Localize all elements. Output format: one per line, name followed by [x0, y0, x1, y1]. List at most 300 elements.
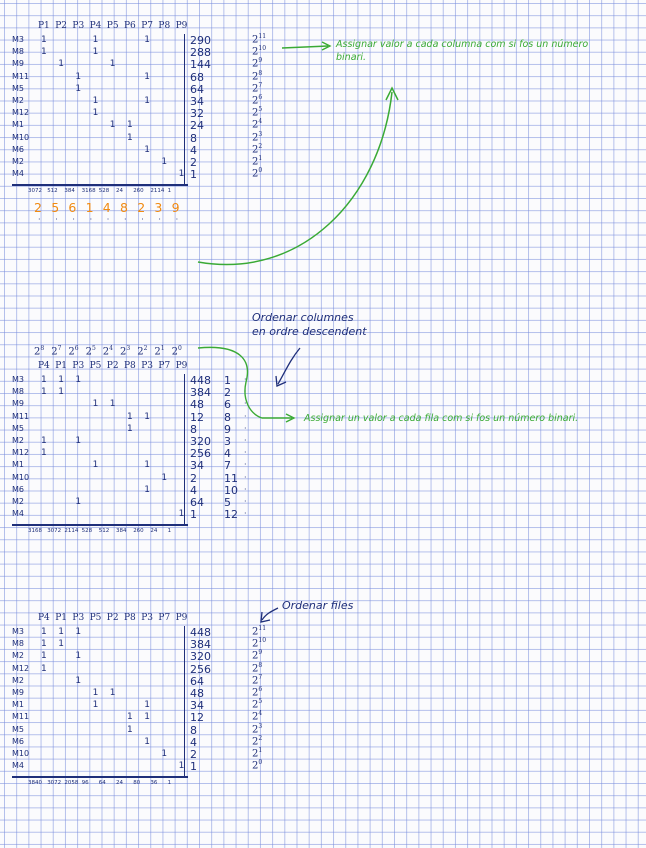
- cell-mark: 1: [178, 169, 185, 180]
- header-label: P5: [89, 361, 102, 371]
- row-label: M8: [12, 47, 24, 57]
- row-power: $2^9$: [252, 649, 263, 662]
- column-power: $2^7$: [51, 345, 62, 358]
- row-value: 256: [190, 447, 211, 461]
- row-label: M3: [12, 627, 24, 636]
- column-sum: 24: [116, 780, 123, 787]
- row-label: M3: [12, 35, 24, 44]
- row-label: M1: [12, 120, 24, 130]
- row-value: 1: [190, 508, 197, 522]
- column-order: 9: [171, 200, 180, 216]
- title-order-rows: Ordenar files: [282, 599, 354, 612]
- cell-mark: 1: [58, 639, 64, 650]
- power-exponent: 1: [160, 345, 165, 352]
- power-exponent: 2: [258, 142, 263, 150]
- row-power: $2^4$: [252, 118, 263, 131]
- row-power: $2^1$: [252, 155, 263, 168]
- power-exponent: 10: [258, 637, 267, 645]
- row-dot: ·: [244, 375, 247, 384]
- header-label: P8: [124, 613, 136, 623]
- row-value: 4: [190, 483, 197, 497]
- column-power: $2^2$: [137, 345, 148, 358]
- row-value: 256: [190, 662, 211, 676]
- column-sum: 2114: [150, 188, 165, 195]
- cell-mark: 1: [58, 387, 64, 398]
- row-power: $2^6$: [252, 686, 263, 699]
- row-value: 48: [190, 398, 204, 412]
- cell-mark: 1: [41, 47, 47, 58]
- column-sum: 1: [167, 780, 172, 787]
- row-dot: ·: [244, 423, 247, 433]
- row-order: 1: [224, 374, 231, 387]
- power-exponent: 2: [143, 345, 148, 352]
- power-exponent: 0: [258, 759, 263, 767]
- row-label: M5: [12, 83, 24, 93]
- cell-mark: 1: [161, 749, 168, 759]
- cell-mark: 1: [144, 71, 150, 82]
- cell-mark: 1: [109, 120, 116, 131]
- header-label: P7: [158, 361, 171, 371]
- cell-mark: 1: [41, 627, 47, 637]
- column-power: $2^0$: [171, 345, 182, 358]
- row-dot: ·: [244, 509, 247, 519]
- title-order-columns-2: en ordre descendent: [252, 325, 367, 338]
- row-label: M1: [12, 700, 24, 710]
- power-exponent: 3: [126, 345, 131, 352]
- row-label: M9: [12, 59, 24, 69]
- row-power: $2^4$: [252, 710, 263, 723]
- cell-mark: 1: [41, 387, 47, 398]
- header-label: P1: [55, 361, 67, 371]
- row-label: M8: [12, 639, 24, 649]
- row-label: M6: [12, 484, 24, 494]
- row-value: 64: [190, 674, 204, 688]
- power-exponent: 6: [258, 94, 263, 101]
- row-value: 8: [190, 131, 197, 145]
- power-exponent: 7: [57, 345, 62, 352]
- row-power: $2^0$: [252, 167, 263, 180]
- header-label: P8: [124, 361, 136, 371]
- row-value: 144: [190, 58, 211, 72]
- row-label: M10: [12, 749, 30, 758]
- cell-mark: 1: [127, 712, 133, 723]
- row-label: M4: [12, 169, 24, 179]
- power-exponent: 9: [258, 649, 263, 657]
- column-sum: 3072: [28, 188, 42, 195]
- column-sum: 80: [133, 780, 141, 787]
- column-power: $2^1$: [154, 345, 165, 358]
- power-exponent: 5: [258, 106, 263, 114]
- power-exponent: 11: [258, 33, 267, 40]
- cell-mark: 1: [75, 436, 82, 446]
- row-power: $2^8$: [252, 661, 263, 674]
- row-value: 34: [190, 699, 204, 713]
- header-label: P1: [38, 21, 50, 31]
- cell-mark: 1: [144, 411, 150, 422]
- row-power: $2^1$: [252, 747, 263, 760]
- row-power: $2^5$: [252, 698, 263, 711]
- row-order: 7: [224, 459, 231, 473]
- cell-mark: 1: [144, 484, 150, 495]
- power-exponent: 5: [258, 698, 263, 706]
- row-power: $2^{10}$: [252, 45, 267, 58]
- row-value: 48: [190, 687, 204, 700]
- dot: ·: [141, 215, 144, 225]
- row-dot: ·: [244, 399, 247, 409]
- row-power: $2^2$: [252, 734, 263, 748]
- row-dot: ·: [244, 387, 247, 397]
- row-value: 12: [190, 711, 204, 725]
- header-label: P7: [158, 613, 171, 623]
- power-exponent: 8: [258, 661, 263, 669]
- row-label: M12: [12, 108, 30, 118]
- row-label: M4: [12, 509, 24, 519]
- header-label: P3: [72, 21, 85, 31]
- cell-mark: 1: [144, 144, 150, 155]
- cell-mark: 1: [92, 108, 99, 119]
- cell-mark: 1: [127, 411, 133, 422]
- cell-mark: 1: [75, 627, 82, 637]
- column-sum: 24: [116, 188, 123, 195]
- row-value: 448: [190, 626, 211, 639]
- dot: ·: [158, 215, 161, 225]
- row-power: $2^2$: [252, 142, 263, 156]
- row-order: 5: [224, 496, 231, 509]
- column-order: 5: [51, 200, 60, 216]
- row-value: 2: [190, 156, 197, 169]
- row-label: M2: [12, 675, 24, 685]
- row-value: 24: [190, 119, 204, 133]
- row-value: 384: [190, 638, 211, 652]
- row-value: 32: [190, 107, 204, 121]
- column-sum: 96: [81, 780, 89, 787]
- row-dot: ·: [244, 448, 247, 458]
- row-power: $2^{10}$: [252, 637, 267, 650]
- column-sum: 528: [98, 188, 110, 195]
- column-sum: 64: [98, 780, 106, 787]
- column-sum: 3072: [47, 528, 62, 535]
- cell-mark: 1: [144, 712, 150, 723]
- row-order: 9: [224, 422, 231, 436]
- row-label: M2: [12, 497, 24, 506]
- power-exponent: 4: [109, 345, 113, 352]
- header-label: P5: [106, 21, 119, 31]
- row-value: 448: [190, 374, 211, 387]
- row-order: 4: [224, 447, 231, 461]
- power-exponent: 4: [258, 710, 263, 718]
- cell-mark: 1: [75, 651, 82, 662]
- power-exponent: 5: [91, 345, 96, 352]
- header-label: P9: [175, 361, 188, 371]
- cell-mark: 1: [92, 35, 99, 45]
- header-label: P9: [175, 613, 188, 623]
- row-power: $2^{11}$: [252, 33, 267, 46]
- power-exponent: 3: [258, 722, 263, 730]
- column-order: 3: [154, 200, 163, 216]
- row-label: M9: [12, 688, 24, 697]
- column-sum: 24: [150, 528, 158, 535]
- cell-mark: 1: [161, 157, 168, 167]
- cell-mark: 1: [144, 460, 150, 471]
- row-value: 320: [190, 650, 211, 664]
- header-label: P4: [38, 613, 50, 623]
- cell-mark: 1: [144, 96, 150, 106]
- column-order: 2: [34, 200, 42, 216]
- row-label: M6: [12, 144, 24, 154]
- row-power: $2^7$: [252, 81, 263, 95]
- cell-mark: 1: [109, 399, 116, 410]
- header-label: P4: [38, 361, 50, 371]
- cell-mark: 1: [92, 460, 99, 471]
- header-label: P2: [106, 361, 119, 371]
- header-label: P7: [141, 21, 153, 31]
- column-power: $2^6$: [68, 345, 79, 358]
- column-sum: 3168: [81, 188, 96, 195]
- cell-mark: 1: [92, 399, 99, 410]
- cell-mark: 1: [127, 724, 133, 735]
- power-exponent: 0: [258, 167, 263, 175]
- power-exponent: 8: [40, 345, 45, 352]
- cell-mark: 1: [127, 132, 133, 143]
- arrow-title-3: [262, 608, 278, 620]
- cell-mark: 1: [75, 375, 82, 385]
- row-label: M12: [12, 663, 30, 673]
- power-exponent: 8: [258, 69, 263, 77]
- row-label: M6: [12, 736, 24, 746]
- column-order: 4: [102, 200, 111, 216]
- row-order: 2: [224, 386, 231, 400]
- cell-mark: 1: [75, 83, 82, 94]
- column-sum: 2058: [64, 780, 79, 787]
- column-order: 1: [85, 200, 94, 216]
- cell-mark: 1: [109, 688, 116, 698]
- header-label: P3: [141, 361, 153, 371]
- cell-mark: 1: [58, 375, 64, 385]
- column-sum: 528: [81, 528, 93, 535]
- row-dot: ·: [244, 472, 247, 482]
- cell-mark: 1: [178, 761, 185, 772]
- cell-mark: 1: [109, 59, 116, 70]
- power-exponent: 6: [74, 345, 79, 352]
- header-label: P5: [89, 613, 102, 623]
- header-label: P2: [55, 21, 67, 31]
- row-label: M5: [12, 423, 24, 433]
- header-label: P3: [72, 361, 85, 371]
- power-exponent: 0: [177, 345, 182, 352]
- row-label: M9: [12, 399, 24, 409]
- row-order: 8: [224, 410, 231, 424]
- column-sum: 36: [150, 780, 158, 787]
- row-dot: ·: [244, 497, 247, 506]
- row-value: 68: [190, 70, 204, 84]
- cell-mark: 1: [41, 448, 47, 459]
- note-text: Assignar valor a cada columna com si fos un número binari.: [336, 39, 589, 63]
- power-exponent: 11: [258, 625, 267, 632]
- column-power: $2^5$: [85, 345, 96, 358]
- row-label: M2: [12, 651, 24, 661]
- row-dot: ·: [244, 484, 247, 494]
- column-sum: 3072: [47, 780, 62, 787]
- cell-mark: 1: [41, 651, 47, 662]
- column-sum: 1: [167, 188, 172, 195]
- row-power: $2^3$: [252, 722, 263, 735]
- row-label: M8: [12, 387, 24, 397]
- header-label: P1: [55, 613, 67, 623]
- row-value: 288: [190, 46, 211, 60]
- column-sum: 2114: [64, 528, 79, 535]
- cell-mark: 1: [161, 472, 168, 483]
- power-exponent: 1: [258, 155, 263, 162]
- power-exponent: 7: [258, 673, 263, 681]
- header-label: P9: [175, 21, 188, 31]
- column-power: $2^8$: [34, 345, 45, 358]
- row-label: M11: [12, 71, 30, 81]
- power-exponent: 2: [258, 734, 263, 742]
- cell-mark: 1: [92, 47, 99, 58]
- row-label: M2: [12, 96, 24, 105]
- dot: ·: [72, 215, 75, 225]
- row-value: 8: [190, 723, 197, 737]
- cell-mark: 1: [41, 375, 47, 385]
- row-label: M4: [12, 761, 24, 771]
- cell-mark: 1: [92, 96, 99, 106]
- power-exponent: 10: [258, 45, 267, 53]
- row-order: 12: [224, 508, 238, 522]
- cell-mark: 1: [178, 509, 185, 520]
- cell-mark: 1: [41, 35, 47, 45]
- column-sum: 3168: [28, 528, 42, 535]
- row-power: $2^5$: [252, 106, 263, 119]
- power-exponent: 4: [258, 118, 263, 126]
- row-power: $2^8$: [252, 69, 263, 82]
- row-power: $2^7$: [252, 673, 263, 687]
- column-sum: 384: [116, 528, 127, 535]
- row-value: 34: [190, 95, 204, 108]
- column-order: 8: [120, 200, 128, 216]
- row-value: 4: [190, 735, 197, 749]
- cell-mark: 1: [41, 663, 47, 674]
- row-label: M10: [12, 472, 30, 482]
- row-label: M1: [12, 460, 24, 470]
- header-label: P4: [89, 21, 102, 31]
- row-value: 1: [190, 760, 197, 774]
- column-sum: 260: [133, 188, 144, 195]
- cell-mark: 1: [58, 627, 64, 637]
- note-text: Assignar un valor a cada fila com si fos un número binari.: [304, 413, 579, 424]
- row-value: 8: [190, 422, 197, 436]
- column-order: 2: [137, 200, 146, 216]
- cell-mark: 1: [144, 736, 150, 747]
- column-sum: 3840: [28, 780, 42, 787]
- header-label: P6: [124, 21, 136, 31]
- row-label: M12: [12, 448, 30, 458]
- row-dot: ·: [244, 411, 247, 421]
- row-label: M3: [12, 375, 24, 384]
- row-label: M2: [12, 436, 24, 445]
- header-label: P8: [158, 21, 171, 31]
- row-value: 290: [190, 34, 211, 47]
- dot: ·: [106, 215, 110, 225]
- row-order: 6: [224, 398, 231, 412]
- row-value: 384: [190, 386, 211, 400]
- dot: ·: [175, 215, 179, 225]
- row-value: 34: [190, 459, 204, 473]
- cell-mark: 1: [75, 675, 82, 686]
- power-exponent: 1: [258, 747, 263, 754]
- row-power: $2^0$: [252, 759, 263, 772]
- arrow-powers-to-note: [198, 347, 292, 418]
- arrow-title-2: [278, 348, 300, 384]
- cell-mark: 1: [41, 436, 47, 446]
- row-power: $2^6$: [252, 94, 263, 107]
- cell-mark: 1: [144, 700, 150, 711]
- dot: ·: [124, 215, 127, 225]
- cell-mark: 1: [75, 71, 82, 82]
- cell-mark: 1: [127, 423, 133, 434]
- column-power: $2^4$: [102, 345, 113, 358]
- arrow-order-row: [198, 92, 392, 265]
- cell-mark: 1: [92, 700, 99, 711]
- row-value: 4: [190, 143, 197, 157]
- row-value: 1: [190, 168, 197, 182]
- row-order: 10: [224, 483, 238, 497]
- cell-mark: 1: [127, 120, 133, 131]
- cell-mark: 1: [144, 35, 150, 45]
- row-order: 11: [224, 471, 238, 485]
- column-sum: 512: [47, 188, 58, 195]
- title-order-columns-1: Ordenar columnes: [252, 311, 354, 324]
- arrow-to-note-1: [282, 46, 328, 48]
- column-order: 6: [68, 200, 77, 216]
- row-order: 3: [224, 435, 231, 448]
- power-exponent: 3: [258, 130, 263, 138]
- header-label: P2: [106, 613, 119, 623]
- dot: ·: [55, 215, 58, 225]
- column-sum: 512: [98, 528, 110, 535]
- row-label: M2: [12, 157, 24, 166]
- column-sum: 1: [167, 528, 172, 535]
- cell-mark: 1: [41, 639, 47, 650]
- row-value: 2: [190, 471, 197, 485]
- power-exponent: 9: [258, 57, 263, 65]
- dot: ·: [38, 215, 41, 225]
- row-dot: ·: [244, 460, 247, 470]
- row-value: 12: [190, 410, 204, 424]
- row-power: $2^{11}$: [252, 625, 267, 638]
- row-label: M10: [12, 132, 30, 142]
- row-dot: ·: [244, 436, 247, 445]
- column-sum: 384: [64, 188, 75, 195]
- cell-mark: 1: [58, 59, 64, 70]
- row-label: M11: [12, 411, 30, 421]
- row-value: 320: [190, 435, 211, 448]
- column-power: $2^3$: [120, 345, 131, 358]
- row-value: 64: [190, 496, 204, 509]
- row-value: 2: [190, 748, 197, 761]
- dot: ·: [89, 215, 93, 225]
- column-sum: 260: [133, 528, 144, 535]
- power-exponent: 7: [258, 81, 263, 89]
- row-power: $2^3$: [252, 130, 263, 143]
- row-power: $2^9$: [252, 57, 263, 70]
- power-exponent: 6: [258, 686, 263, 693]
- cell-mark: 1: [92, 688, 99, 698]
- header-label: P3: [72, 613, 85, 623]
- row-label: M11: [12, 712, 30, 722]
- row-label: M5: [12, 724, 24, 734]
- cell-mark: 1: [75, 497, 82, 507]
- header-label: P3: [141, 613, 153, 623]
